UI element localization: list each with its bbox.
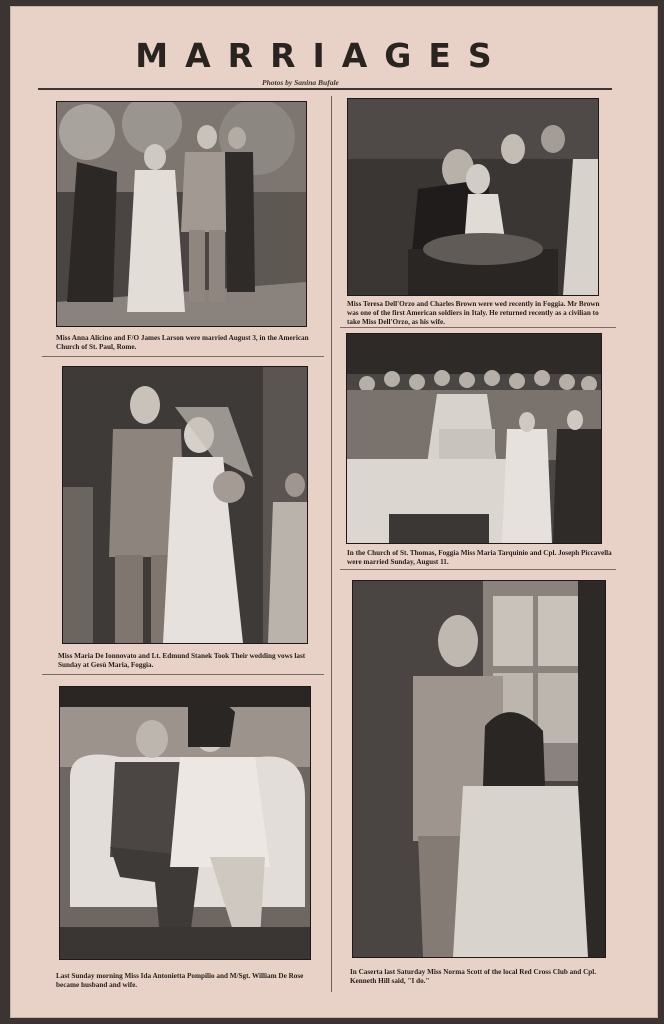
photo-pompilio-derose: [59, 686, 311, 960]
caption-scott-hill: In Caserta last Saturday Miss Norma Scott of the local Red Cross Club and Cpl. Kenneth Hill said, "I do.": [350, 968, 597, 985]
page-title: MARRIAGES: [135, 36, 509, 75]
divider-row1-right: [340, 327, 616, 328]
caption-dellorzo-brown: Miss Teresa Dell'Orzo and Charles Brown were wed recently in Foggia. Mr Brown was one of the first American soldiers in Italy. He returned recently as a civilian to take Miss Dell'Orzo, as his wife.: [347, 300, 600, 326]
divider-row2-right: [340, 569, 616, 570]
photo-dellorzo-brown: [347, 98, 599, 296]
photo-deionnovato-stanek: [62, 366, 308, 644]
photo-credit: Photos by Sanina Bufale: [262, 78, 339, 87]
caption-tarquinio-piccavella: In the Church of St. Thomas, Foggia Miss Maria Tarquinio and Cpl. Joseph Piccavella were married Sunday, August 11.: [347, 549, 612, 566]
header-rule: [38, 88, 612, 90]
divider-row1-left: [42, 356, 324, 357]
column-divider: [331, 96, 332, 992]
caption-pompilio-derose: Last Sunday morning Miss Ida Antonietta Pompilio and M/Sgt. William De Rose became husband and wife.: [56, 972, 304, 989]
photo-scott-hill: [352, 580, 606, 958]
caption-deionnovato-stanek: Miss Maria De Ionnovato and Lt. Edmund Stanek Took Their wedding vows last Sunday at Gesù Maria, Foggia.: [58, 652, 306, 669]
photo-tarquinio-piccavella: [346, 333, 602, 544]
photo-alicino-larson: [56, 101, 307, 327]
caption-alicino-larson: Miss Anna Alicino and F/O James Larson were married August 3, in the American Church of St. Paul, Rome.: [56, 334, 309, 351]
divider-row2-left: [42, 674, 324, 675]
